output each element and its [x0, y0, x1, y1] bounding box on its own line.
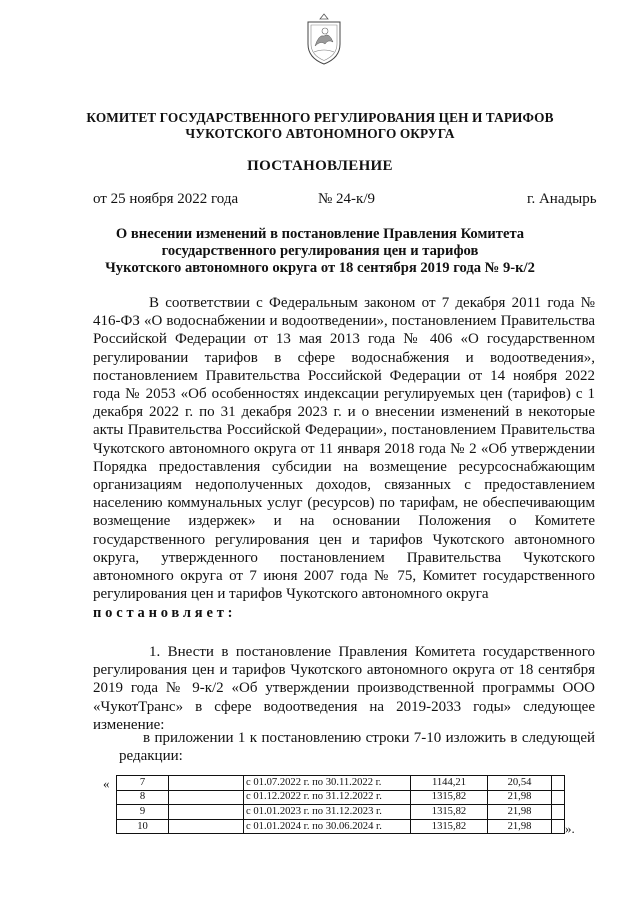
quote-close: ». [565, 821, 575, 836]
row-volume: 1315,82 [411, 819, 488, 834]
row-number: 8 [117, 790, 169, 805]
row-number: 9 [117, 805, 169, 820]
tariff-rows-table [116, 775, 565, 834]
document-date: от 25 ноября 2022 года [93, 191, 239, 207]
row-period: с 01.07.2022 г. по 30.11.2022 г. [244, 776, 411, 791]
row-number: 7 [117, 776, 169, 791]
change-instruction: в приложении 1 к постановлению строки 7-10 изложить в следующей редакции: [119, 730, 595, 765]
table-row [117, 776, 565, 791]
row-volume: 1315,82 [411, 790, 488, 805]
table-row [117, 819, 565, 834]
row-period: с 01.01.2024 г. по 30.06.2024 г. [244, 819, 411, 834]
document-number: № 24-к/9 [318, 191, 376, 207]
subject-line-1: О внесении изменений в постановление Правления Комитета [115, 226, 525, 242]
empty-cell [552, 776, 565, 791]
row-tariff: 20,54 [488, 776, 552, 791]
row-number: 10 [117, 819, 169, 834]
empty-cell [169, 790, 244, 805]
legal-basis-paragraph: В соответствии с Федеральным законом от 7 декабря 2011 года № 416-ФЗ «О водоснабжении и водоотведении», постановлением Правительства Российской Федерации от 13 мая 2013 года № 406 «О государственном регулировании тарифов в сфере водоснабжения и водоотведения», постановлением Правительства Российской Федерации от 14 ноября 2022 года № 2053 «Об особенностях индексации регулируемых цен (тарифов) с 1 декабря 2022 г. по 31 декабря 2023 г. и о внесении изменений в некоторые акты Правительства Российской Федерации», постановлением Правительства Чукотского автономного округа от 11 января 2018 года № 2 «Об утверждении Порядка предоставления субсидии на возмещение ресурсоснабжающим организациям недополученных доходов, связанных с предоставлением населению коммунальных услуг (ресурсов) по тарифам, не обеспечивающим возмещение издержек» и на основании Положения о Комитете государственного регулирования цен и тарифов Чукотского автономного округа, утвержденного постановлением Правительства Чукотского автономного округа от 7 июня 2007 года № 75, Комитет государственного регулирования цен и тарифов Чукотского автономного округа [93, 295, 595, 603]
row-volume: 1144,21 [411, 776, 488, 791]
row-period: с 01.01.2023 г. по 31.12.2023 г. [244, 805, 411, 820]
document-type: ПОСТАНОВЛЕНИЕ [247, 158, 393, 174]
table-row [117, 790, 565, 805]
empty-cell [169, 805, 244, 820]
row-tariff: 21,98 [488, 805, 552, 820]
org-line-2: ЧУКОТСКОГО АВТОНОМНОГО ОКРУГА [185, 126, 455, 141]
row-period: с 01.12.2022 г. по 31.12.2022 г. [244, 790, 411, 805]
table-row [117, 805, 565, 820]
empty-cell [552, 819, 565, 834]
resolves-heading: постановляет: [93, 605, 237, 621]
document-subject [100, 226, 540, 277]
empty-cell [169, 776, 244, 791]
row-volume: 1315,82 [411, 805, 488, 820]
quote-open: « [103, 776, 110, 791]
item-1-paragraph: 1. Внести в постановление Правления Комитета государственного регулирования цен и тарифов Чукотского автономного округа от 18 сентября 2019 года № 9-к/2 «Об утверждении производственной программы ООО «ЧукотТранс» в сфере водоотведения на 2019-2033 годы» следующее изменение: [93, 644, 595, 733]
document-city: г. Анадырь [527, 191, 597, 207]
row-tariff: 21,98 [488, 790, 552, 805]
row-tariff: 21,98 [488, 819, 552, 834]
subject-line-2: государственного регулирования цен и тарифов [161, 243, 479, 259]
org-line-1: КОМИТЕТ ГОСУДАРСТВЕННОГО РЕГУЛИРОВАНИЯ ЦЕН И ТАРИФОВ [86, 110, 554, 125]
empty-cell [552, 790, 565, 805]
issuing-authority [60, 110, 580, 142]
subject-line-3: Чукотского автономного округа от 18 сентября 2019 года № 9-к/2 [105, 260, 535, 276]
coat-of-arms-icon [303, 12, 345, 66]
empty-cell [552, 805, 565, 820]
empty-cell [169, 819, 244, 834]
